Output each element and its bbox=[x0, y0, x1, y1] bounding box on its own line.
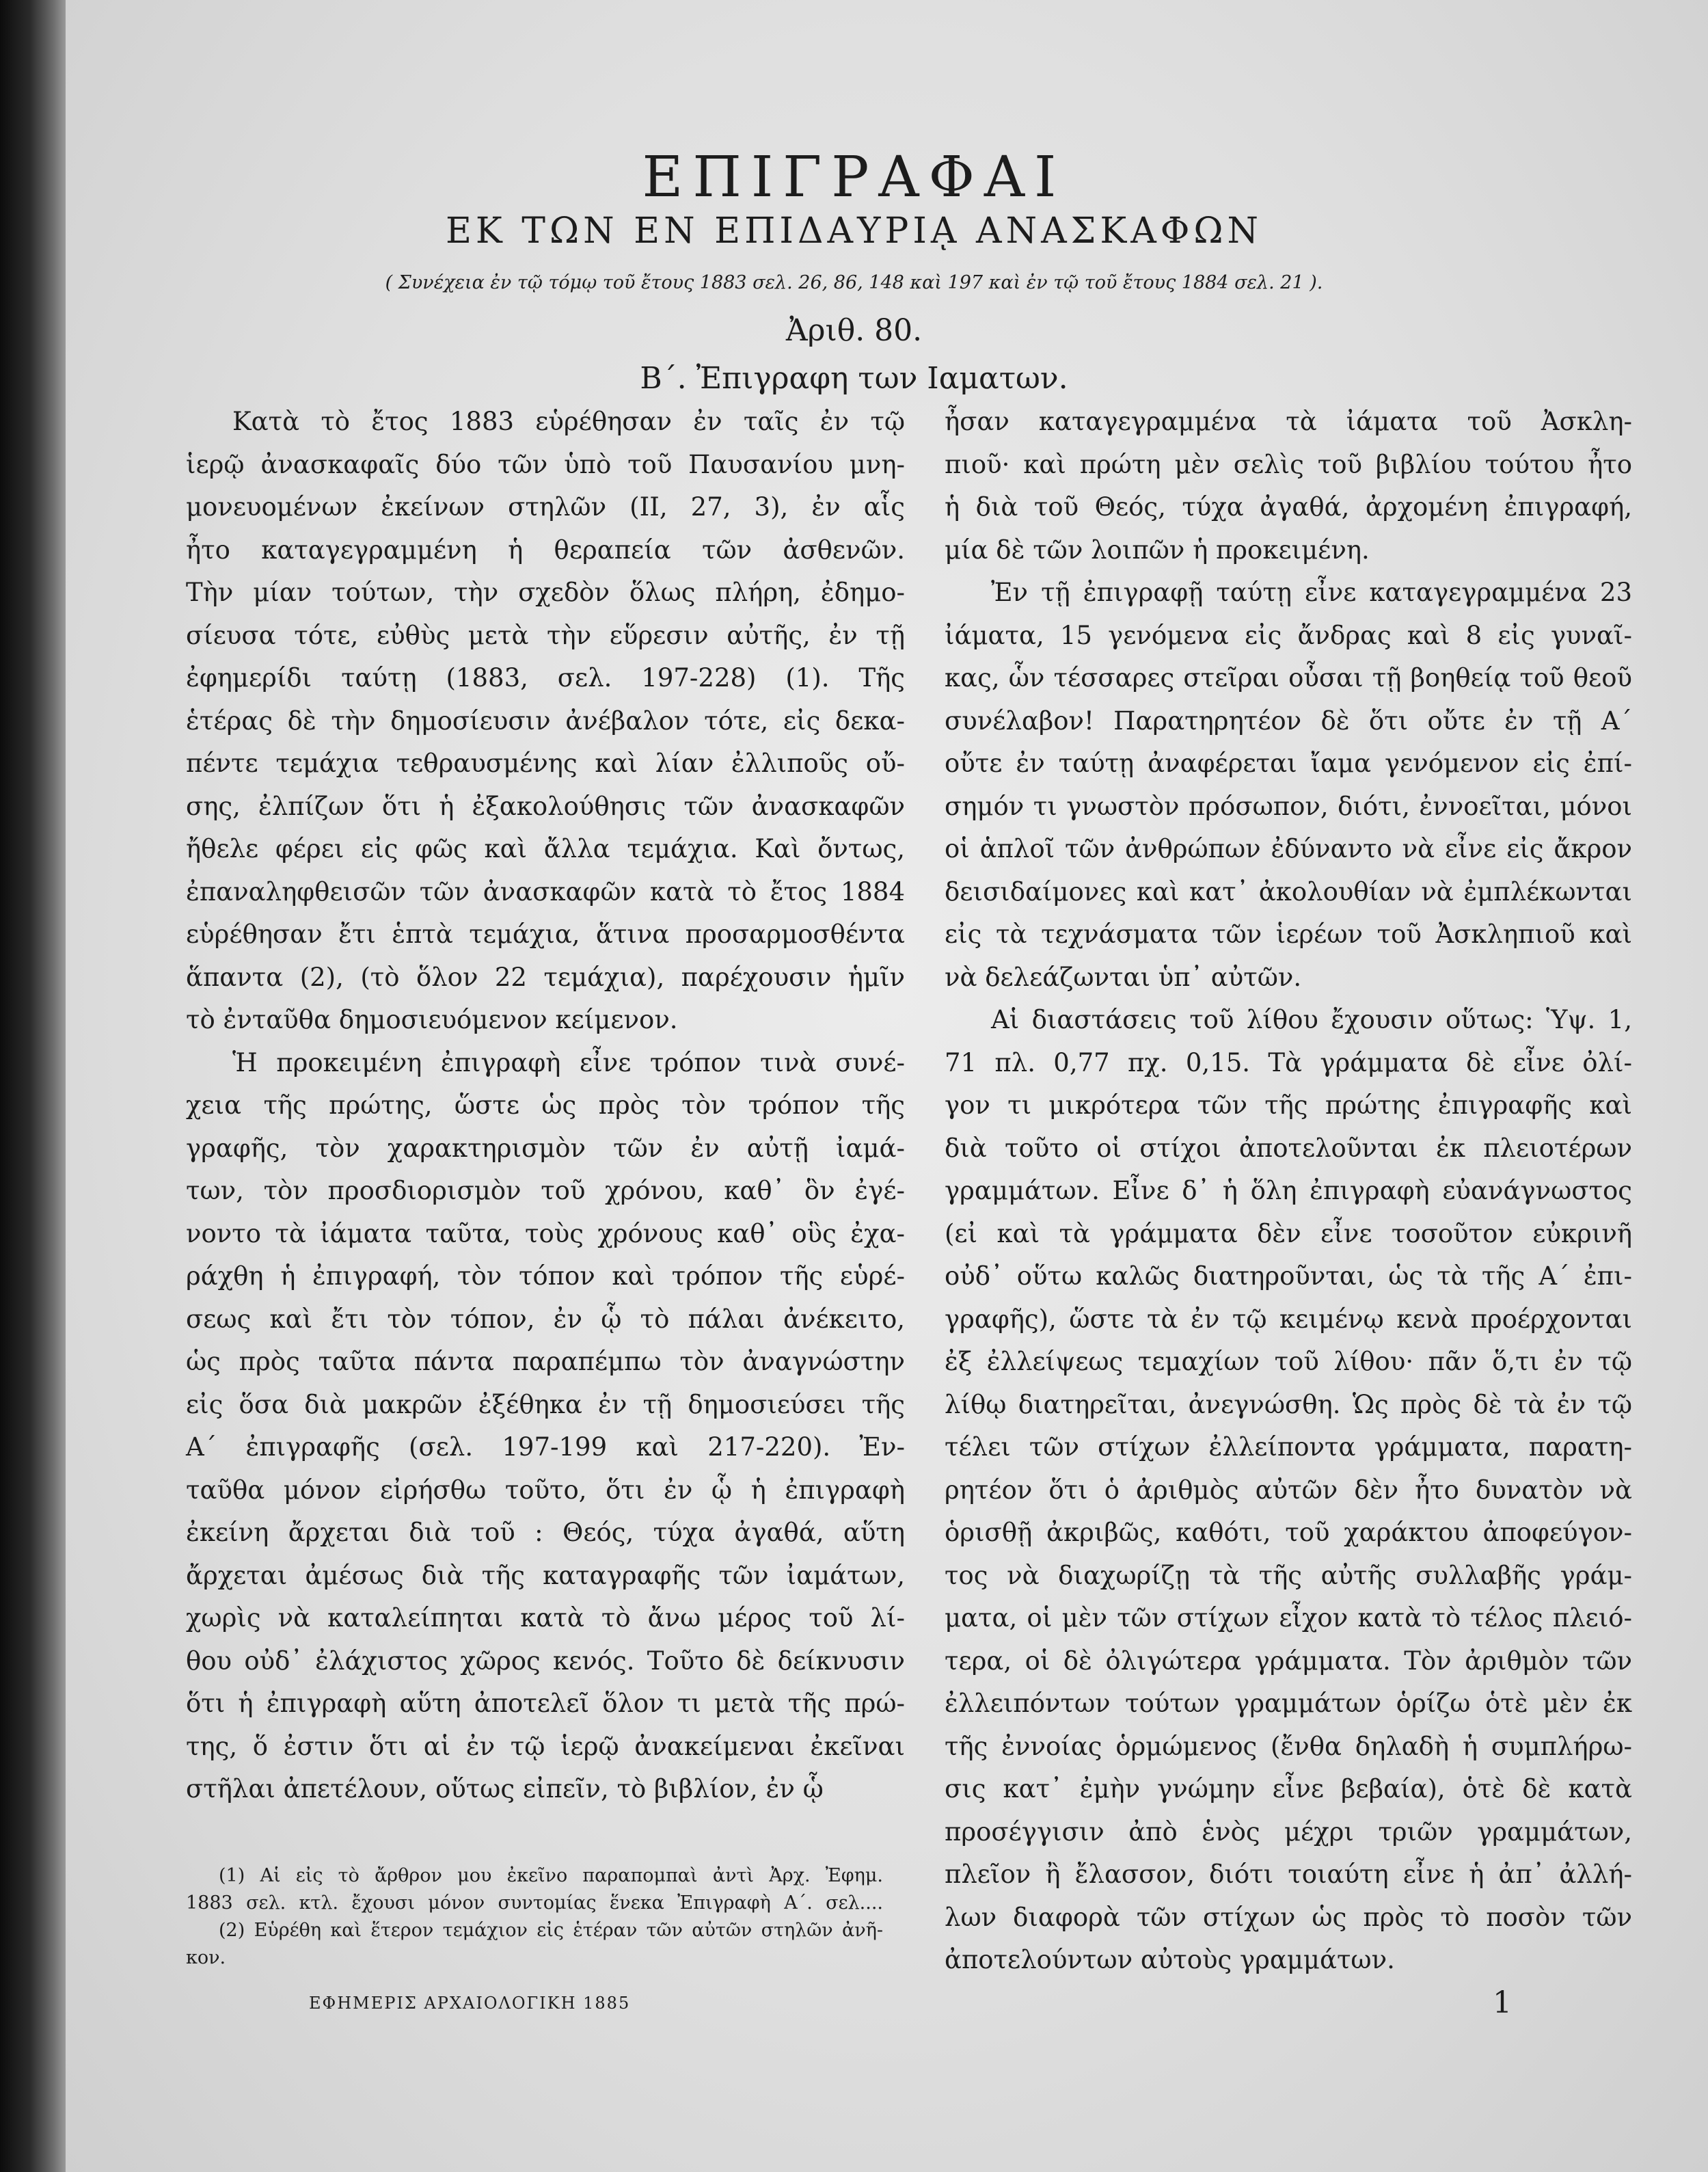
footnote-line: κον. bbox=[186, 1947, 226, 1968]
text-line: (εἰ καὶ τὰ γράμματα δὲν εἶνε τοσοῦτον εὐκρινῆ bbox=[945, 1218, 1632, 1248]
text-line: ἐφημερίδι ταύτῃ (1883, σελ. 197-228) (1). Τῆς bbox=[186, 663, 905, 693]
text-line: νὰ δελεάζωνται ὑπ᾽ αὐτῶν. bbox=[945, 962, 1302, 992]
text-line: θου οὐδ᾽ ἐλάχιστος χῶρος κενός. Τοῦτο δὲ δείκνυσιν bbox=[186, 1646, 905, 1676]
text-line: τος νὰ διαχωρίζῃ τὰ τῆς αὐτῆς συλλαβῆς γράμ- bbox=[945, 1560, 1632, 1590]
text-line: σις κατ᾽ ἐμὴν γνώμην εἶνε βεβαία), ὁτὲ δὲ κατὰ bbox=[945, 1774, 1632, 1804]
inscription-number: Ἀριθ. 80. bbox=[785, 313, 923, 348]
text-line: τῆς ἐννοίας ὁρμώμενος (ἔνθα δηλαδὴ ἡ συμπλήρω- bbox=[945, 1731, 1632, 1761]
journal-footer: ΕΦΗΜΕΡΙΣ ΑΡΧΑΙΟΛΟΓΙΚΗ 1885 bbox=[309, 1994, 631, 2013]
text-line: γραφῆς), ὥστε τὰ ἐν τῷ κειμένῳ κενὰ προέρχονται bbox=[945, 1304, 1632, 1334]
text-line: ἦτο καταγεγραμμένη ἡ θεραπεία τῶν ἀσθενῶν. bbox=[186, 535, 905, 565]
text-line: ἀποτελούντων αὐτοὺς γραμμάτων. bbox=[945, 1945, 1395, 1974]
text-line: πλεῖον ἢ ἔλασσον, διότι τοιαύτη εἶνε ἡ ἀπ᾽ ἀλλή- bbox=[945, 1860, 1632, 1889]
section-heading: Β΄. Ἐπιγραφη των Ιαματων. bbox=[640, 361, 1068, 396]
text-line: τέλει τῶν στίχων ἐλλείποντα γράμματα, παρατη- bbox=[945, 1432, 1632, 1462]
text-line: λίθῳ διατηρεῖται, ἀνεγνώσθη. Ὡς πρὸς δὲ τὰ ἐν τῷ bbox=[945, 1389, 1632, 1419]
text-line: τὸ ἐνταῦθα δημοσιευόμενον κείμενον. bbox=[186, 1005, 678, 1034]
text-line: Κατὰ τὸ ἔτος 1883 εὑρέθησαν ἐν ταῖς ἐν τῷ bbox=[232, 407, 905, 436]
text-line: ἐλλειπόντων τούτων γραμμάτων ὁρίζω ὁτὲ μὲν ἐκ bbox=[945, 1689, 1632, 1718]
text-line: ἡ διὰ τοῦ Θεός, τύχα ἀγαθά, ἀρχομένη ἐπιγραφή, bbox=[945, 492, 1632, 522]
text-line: γραφῆς, τὸν χαρακτηρισμὸν τῶν ἐν αὐτῇ ἰαμά- bbox=[186, 1133, 905, 1163]
text-line: οὐδ᾽ οὕτω καλῶς διατηροῦνται, ὡς τὰ τῆς Α΄ ἐπι- bbox=[945, 1261, 1632, 1291]
text-line: Ἐν τῇ ἐπιγραφῇ ταύτῃ εἶνε καταγεγραμμένα 23 bbox=[991, 578, 1632, 607]
text-line: ματα, οἱ μὲν τῶν στίχων εἶχον κατὰ τὸ τέλος πλειό- bbox=[945, 1603, 1632, 1633]
text-line: λων διαφορὰ τῶν στίχων ὡς πρὸς τὸ ποσὸν τῶν bbox=[945, 1902, 1632, 1932]
right-column-text bbox=[945, 401, 1632, 1982]
text-line: τερα, οἱ δὲ ὀλιγώτερα γράμματα. Τὸν ἀριθμὸν τῶν bbox=[945, 1646, 1632, 1676]
text-line: στῆλαι ἀπετέλουν, οὕτως εἰπεῖν, τὸ βιβλίον, ἐν ᾧ bbox=[186, 1774, 824, 1804]
text-line: ἑτέρας δὲ τὴν δημοσίευσιν ἀνέβαλον τότε, εἰς δεκα- bbox=[186, 706, 905, 736]
text-line: Αἱ διαστάσεις τοῦ λίθου ἔχουσιν οὕτως: Ὑψ. 1, bbox=[991, 1005, 1632, 1034]
text-line: των, τὸν προσδιορισμὸν τοῦ χρόνου, καθ᾽ ὃν ἐγέ- bbox=[186, 1176, 905, 1205]
text-line: ἐξ ἐλλείψεως τεμαχίων τοῦ λίθου· πᾶν ὅ,τι ἐν τῷ bbox=[945, 1347, 1632, 1376]
text-line: ράχθη ἡ ἐπιγραφή, τὸν τόπον καὶ τρόπον τῆς εὑρέ- bbox=[186, 1261, 905, 1291]
footnote-line: 1883 σελ. κτλ. ἔχουσι μόνον συντομίας ἕνεκα Ἐπιγραφὴ Α΄. σελ.... bbox=[186, 1892, 883, 1914]
page-number: 1 bbox=[1493, 1985, 1512, 2020]
footnote-line: (1) Αἱ εἰς τὸ ἄρθρον μου ἐκεῖνο παραπομπαὶ ἀντὶ Ἀρχ. Ἐφημ. bbox=[219, 1865, 883, 1886]
text-line: ὅτι ἡ ἐπιγραφὴ αὕτη ἀποτελεῖ ὅλον τι μετὰ τῆς πρώ- bbox=[186, 1689, 905, 1718]
text-line: προσέγγισιν ἀπὸ ἑνὸς μέχρι τριῶν γραμμάτων, bbox=[945, 1816, 1632, 1847]
text-line: ὡς πρὸς ταῦτα πάντα παραπέμπω τὸν ἀναγνώστην bbox=[186, 1347, 905, 1376]
text-line: ταῦθα μόνον εἰρήσθω τοῦτο, ὅτι ἐν ᾧ ἡ ἐπιγραφὴ bbox=[186, 1475, 905, 1505]
text-line: της, ὅ ἐστιν ὅτι αἱ ἐν τῷ ἱερῷ ἀνακείμεναι ἐκεῖναι bbox=[186, 1731, 905, 1761]
text-line: ἤθελε φέρει εἰς φῶς καὶ ἄλλα τεμάχια. Καὶ ὄντως, bbox=[186, 834, 905, 863]
text-line: οἱ ἁπλοῖ τῶν ἀνθρώπων ἐδύναντο νὰ εἶνε εἰς ἄκρον bbox=[945, 834, 1632, 863]
footnotes bbox=[186, 1862, 883, 1972]
text-line: Ἡ προκειμένη ἐπιγραφὴ εἶνε τρόπον τινὰ συνέ- bbox=[232, 1047, 905, 1077]
text-line: Α΄ ἐπιγραφῆς (σελ. 197-199 καὶ 217-220). Ἐν- bbox=[186, 1432, 905, 1462]
text-line: χωρὶς νὰ καταλείπηται κατὰ τὸ ἄνω μέρος τοῦ λί- bbox=[186, 1603, 905, 1633]
text-line: ἦσαν καταγεγραμμένα τὰ ἰάματα τοῦ Ἀσκλη- bbox=[945, 407, 1632, 436]
text-line: σημόν τι γνωστὸν πρόσωπον, διότι, ἐννοεῖται, μόνοι bbox=[945, 791, 1632, 821]
text-line: εἰς ὅσα διὰ μακρῶν ἐξέθηκα ἐν τῇ δημοσιεύσει τῆς bbox=[186, 1389, 905, 1419]
text-line: πέντε τεμάχια τεθραυσμένης καὶ λίαν ἐλλιποῦς οὔ- bbox=[186, 749, 905, 778]
text-line: διὰ τοῦτο οἱ στίχοι ἀποτελοῦνται ἐκ πλειοτέρων bbox=[945, 1133, 1632, 1163]
footnote-line: (2) Εὑρέθη καὶ ἕτερον τεμάχιον εἰς ἑτέραν τῶν αὐτῶν στηλῶν ἀνῆ- bbox=[219, 1920, 883, 1941]
left-column-text bbox=[186, 401, 905, 1811]
text-line: ἱερῷ ἀνασκαφαῖς δύο τῶν ὑπὸ τοῦ Παυσανίου μνη- bbox=[186, 449, 905, 479]
text-line: πιοῦ· καὶ πρώτη μὲν σελὶς τοῦ βιβλίου τούτου ἦτο bbox=[945, 449, 1632, 479]
text-line: ὁρισθῇ ἀκριβῶς, καθότι, τοῦ χαράκτου ἀποφεύγον- bbox=[945, 1518, 1632, 1547]
text-line: σίευσα τότε, εὐθὺς μετὰ τὴν εὕρεσιν αὐτῆς, ἐν τῇ bbox=[186, 620, 905, 650]
text-line: ἄρχεται ἀμέσως διὰ τῆς καταγραφῆς τῶν ἰαμάτων, bbox=[186, 1560, 905, 1590]
text-line: ἰάματα, 15 γενόμενα εἰς ἄνδρας καὶ 8 εἰς γυναῖ- bbox=[945, 620, 1632, 650]
text-line: χεια τῆς πρώτης, ὥστε ὡς πρὸς τὸν τρόπον τῆς bbox=[186, 1090, 905, 1120]
article-subtitle: ΕΚ ΤΩΝ ΕΝ ΕΠΙΔΑΥΡΙᾼ ΑΝΑΣΚΑΦΩΝ bbox=[445, 211, 1263, 252]
text-line: ἐκείνη ἄρχεται διὰ τοῦ : Θεός, τύχα ἀγαθά, αὕτη bbox=[186, 1518, 905, 1547]
text-line: εὑρέθησαν ἔτι ἑπτὰ τεμάχια, ἅτινα προσαρμοσθέντα bbox=[186, 920, 905, 949]
text-line: εἰς τὰ τεχνάσματα τῶν ἱερέων τοῦ Ἀσκληπιοῦ καὶ bbox=[945, 920, 1632, 949]
text-line: δεισιδαίμονες καὶ κατ᾽ ἀκολουθίαν νὰ ἐμπλέκωνται bbox=[945, 876, 1632, 907]
text-line: οὔτε ἐν ταύτῃ ἀναφέρεται ἴαμα γενόμενον εἰς ἐπί- bbox=[945, 749, 1632, 778]
text-line: συνέλαβον! Παρατηρητέον δὲ ὅτι οὔτε ἐν τῇ Α΄ bbox=[945, 706, 1632, 736]
text-line: ρητέον ὅτι ὁ ἀριθμὸς αὐτῶν δὲν ἦτο δυνατὸν νὰ bbox=[945, 1475, 1632, 1505]
text-line: σεως καὶ ἔτι τὸν τόπον, ἐν ᾧ τὸ πάλαι ἀνέκειτο, bbox=[186, 1304, 905, 1334]
text-line: σης, ἐλπίζων ὅτι ἡ ἐξακολούθησις τῶν ἀνασκαφῶν bbox=[186, 791, 905, 821]
text-line: 71 πλ. 0,77 πχ. 0,15. Τὰ γράμματα δὲ εἶνε ὀλί- bbox=[945, 1047, 1632, 1077]
text-line: γον τι μικρότερα τῶν τῆς πρώτης ἐπιγραφῆς καὶ bbox=[945, 1090, 1632, 1120]
text-line: γραμμάτων. Εἶνε δ᾽ ἡ ὅλη ἐπιγραφὴ εὐανάγνωστος bbox=[945, 1176, 1632, 1205]
text-line: ἐπαναληφθεισῶν τῶν ἀνασκαφῶν κατὰ τὸ ἔτος 1884 bbox=[186, 876, 905, 907]
article-title: ΕΠΙΓΡΑΦΑΙ bbox=[642, 145, 1066, 210]
continuation-note: ( Συνέχεια ἐν τῷ τόμῳ τοῦ ἔτους 1883 σελ. 26, 86, 148 καὶ 197 καὶ ἐν τῷ τοῦ ἔτους 1884 σελ. 21 ). bbox=[385, 272, 1323, 293]
text-line: κας, ὧν τέσσαρες στεῖραι οὖσαι τῇ βοηθείᾳ τοῦ θεοῦ bbox=[945, 663, 1632, 693]
text-line: νοντο τὰ ἰάματα ταῦτα, τοὺς χρόνους καθ᾽ οὓς ἐχα- bbox=[186, 1218, 905, 1248]
text-line: Τὴν μίαν τούτων, τὴν σχεδὸν ὅλως πλήρη, ἐδημο- bbox=[186, 578, 905, 607]
text-line: μία δὲ τῶν λοιπῶν ἡ προκειμένη. bbox=[945, 535, 1370, 565]
text-line: μονευομένων ἐκείνων στηλῶν (ΙΙ, 27, 3), ἐν αἷς bbox=[186, 492, 905, 522]
text-line: ἅπαντα (2), (τὸ ὅλον 22 τεμάχια), παρέχουσιν ἡμῖν bbox=[186, 962, 905, 992]
